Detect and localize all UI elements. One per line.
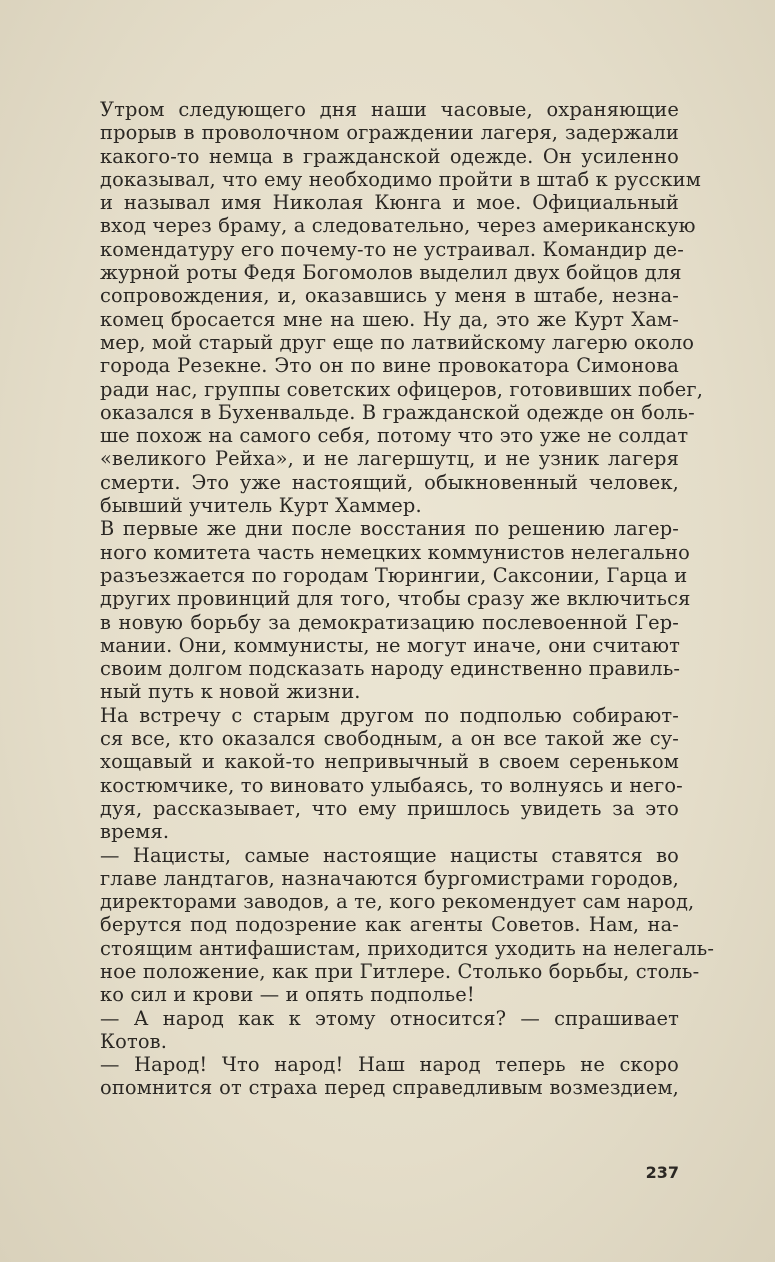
page-number: 237 — [645, 1163, 679, 1182]
text-line: ный путь к новой жизни. — [100, 680, 361, 704]
text-line: других провинций для того, чтобы сразу же включиться — [100, 587, 691, 611]
text-line: время. — [100, 820, 170, 844]
text-line: доказывал, что ему необходимо пройти в штаб к русским — [100, 167, 701, 191]
text-line: дуя, рассказывает, что ему пришлось увидеть за это — [100, 796, 679, 820]
text-line: журной роты Федя Богомолов выделил двух бойцов для — [100, 261, 682, 285]
text-line: ради нас, группы советских офицеров, готовивших побег, — [100, 377, 704, 401]
text-line: хощавый и какой-то непривычный в своем сереньком — [100, 750, 679, 774]
paragraph — [67, 1053, 679, 1100]
text-line: мании. Они, коммунисты, не могут иначе, они считают — [100, 633, 681, 657]
text-line: костюмчике, то виновато улыбаясь, то волнуясь и него- — [100, 773, 683, 797]
text-line: берутся под подозрение как агенты Советов. Нам, на- — [100, 913, 679, 937]
text-line: прорыв в проволочном ограждении лагеря, задержали — [100, 121, 679, 145]
text-line: директорами заводов, а те, кого рекомендует сам народ, — [100, 890, 695, 914]
paragraph — [67, 98, 704, 518]
text-line: комец бросается мне на шею. Ну да, это же Курт Хам- — [100, 307, 679, 331]
paragraph — [67, 703, 683, 844]
text-line: ного комитета часть немецких коммунистов нелегально — [100, 540, 690, 564]
paragraph — [67, 843, 715, 1007]
text-line: «великого Рейха», и не лагершутц, и не узник лагеря — [100, 447, 679, 471]
text-line: ше похож на самого себя, потому что это уже не солдат — [100, 424, 689, 448]
body-text — [67, 98, 715, 1100]
text-line: ко сил и крови — и опять подполье! — [100, 983, 475, 1007]
text-line: — А народ как к этому относится? — спрашивает — [100, 1006, 679, 1030]
text-line: — Народ! Что народ! Наш народ теперь не скоро — [100, 1053, 679, 1077]
text-line: стоящим антифашистам, приходится уходить на нелегаль- — [100, 936, 715, 960]
text-line: Котов. — [100, 1029, 168, 1053]
text-line: какого-то немца в гражданской одежде. Он усиленно — [100, 144, 679, 168]
text-line: главе ландтагов, назначаются бургомистрами городов, — [100, 866, 679, 890]
text-line: смерти. Это уже настоящий, обыкновенный человек, — [100, 470, 679, 494]
text-line: разъезжается по городам Тюрингии, Саксонии, Гарца и — [100, 563, 688, 587]
text-line: бывший учитель Курт Хаммер. — [100, 494, 422, 518]
text-line: В первые же дни после восстания по решению лагер- — [100, 517, 679, 541]
text-line: ся все, кто оказался свободным, а он все такой же су- — [100, 727, 679, 751]
text-line: ное положение, как при Гитлере. Столько борьбы, столь- — [100, 959, 700, 983]
text-line: Утром следующего дня наши часовые, охраняющие — [100, 98, 679, 121]
text-line: опомнится от страха перед справедливым возмездием, — [100, 1076, 679, 1100]
text-line: На встречу с старым другом по подполью собирают- — [100, 703, 679, 727]
text-line: своим долгом подсказать народу единственно правиль- — [100, 657, 681, 681]
text-line: мер, мой старый друг еще по латвийскому лагерю около — [100, 330, 695, 354]
text-line: и называл имя Николая Кюнга и мое. Официальный — [100, 191, 679, 215]
paragraph — [67, 517, 691, 704]
text-line: в новую борьбу за демократизацию послевоенной Гер- — [100, 610, 679, 634]
text-line: оказался в Бухенвальде. В гражданской одежде он боль- — [100, 400, 695, 424]
text-line: вход через браму, а следовательно, через американскую — [100, 214, 696, 238]
text-line: комендатуру его почему-то не устраивал. Командир де- — [100, 237, 684, 261]
text-line: сопровождения, и, оказавшись у меня в штабе, незна- — [100, 284, 679, 308]
paragraph — [67, 1007, 679, 1054]
text-line: — Нацисты, самые настоящие нацисты ставятся во — [100, 843, 679, 867]
text-line: города Резекне. Это он по вине провокатора Симонова — [100, 354, 679, 378]
